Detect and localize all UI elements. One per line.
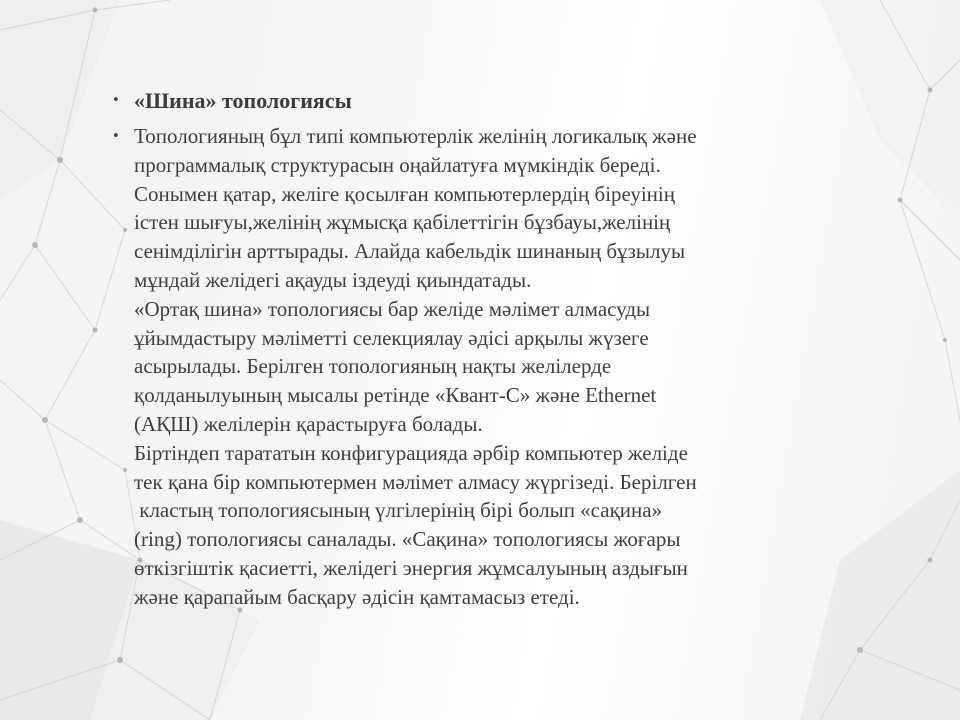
text-line: істен шығуы,желінің жұмысқа қабілеттігін бұзбауы,желінің <box>134 210 671 235</box>
text-line: сенімділігін арттырады. Алайда кабельдік шинаның бұзылуы <box>134 239 686 264</box>
text-line: программалық структурасын оңайлатуға мүмкіндік береді. <box>134 152 661 177</box>
text-line: асырылады. Берілген топологияның нақты желілерде <box>134 354 612 379</box>
text-line: Біртіндеп тарататын конфигурацияда әрбір компьютер желіде <box>134 440 688 465</box>
bullet-body-row <box>112 122 882 612</box>
text-line: «Ортақ шина» топологиясы бар желіде мәлімет алмасуды <box>134 296 651 321</box>
text-line: тек қана бір компьютермен мәлімет алмасу жүргізеді. Берілген <box>134 469 697 494</box>
paragraph-bus-topology <box>134 122 697 295</box>
text-line: Топологияның бұл типі компьютерлік желінің логикалық және <box>134 124 697 148</box>
text-line: мұндай желідегі ақауды іздеуді қиындатады. <box>134 267 532 292</box>
slide-heading: «Шина» топологиясы <box>134 88 352 113</box>
slide-content <box>112 86 882 612</box>
text-line: кластың топологиясының үлгілерінің бірі болып «сақина» <box>134 498 663 523</box>
text-line: қолданылуының мысалы ретінде «Квант-С» және Ethernet <box>134 383 657 408</box>
text-line: (ring) топологиясы саналады. «Сақина» топологиясы жоғары <box>134 527 681 552</box>
bullet-dot-icon: • <box>112 129 120 144</box>
paragraph-common-bus <box>134 295 697 439</box>
paragraph-ring-topology <box>134 439 697 612</box>
text-line: ұйымдастыру мәліметті селекциялау әдісі арқылы жүзеге <box>134 325 649 350</box>
slide-body-text <box>134 122 697 612</box>
text-line: және қарапайым басқару әдісін қамтамасыз етеді. <box>134 584 580 609</box>
text-line: өткізгіштік қасиетті, желідегі энергия жұмсалуының аздығын <box>134 555 688 580</box>
bullet-heading-row <box>112 86 882 116</box>
bullet-dot-icon: • <box>112 93 120 108</box>
bg-shade-polygon <box>0 0 120 200</box>
text-line: Сонымен қатар, желіге қосылған компьютерлердің біреуінің <box>134 181 675 206</box>
text-line: (АҚШ) желілерін қарастыруға болады. <box>134 411 483 436</box>
